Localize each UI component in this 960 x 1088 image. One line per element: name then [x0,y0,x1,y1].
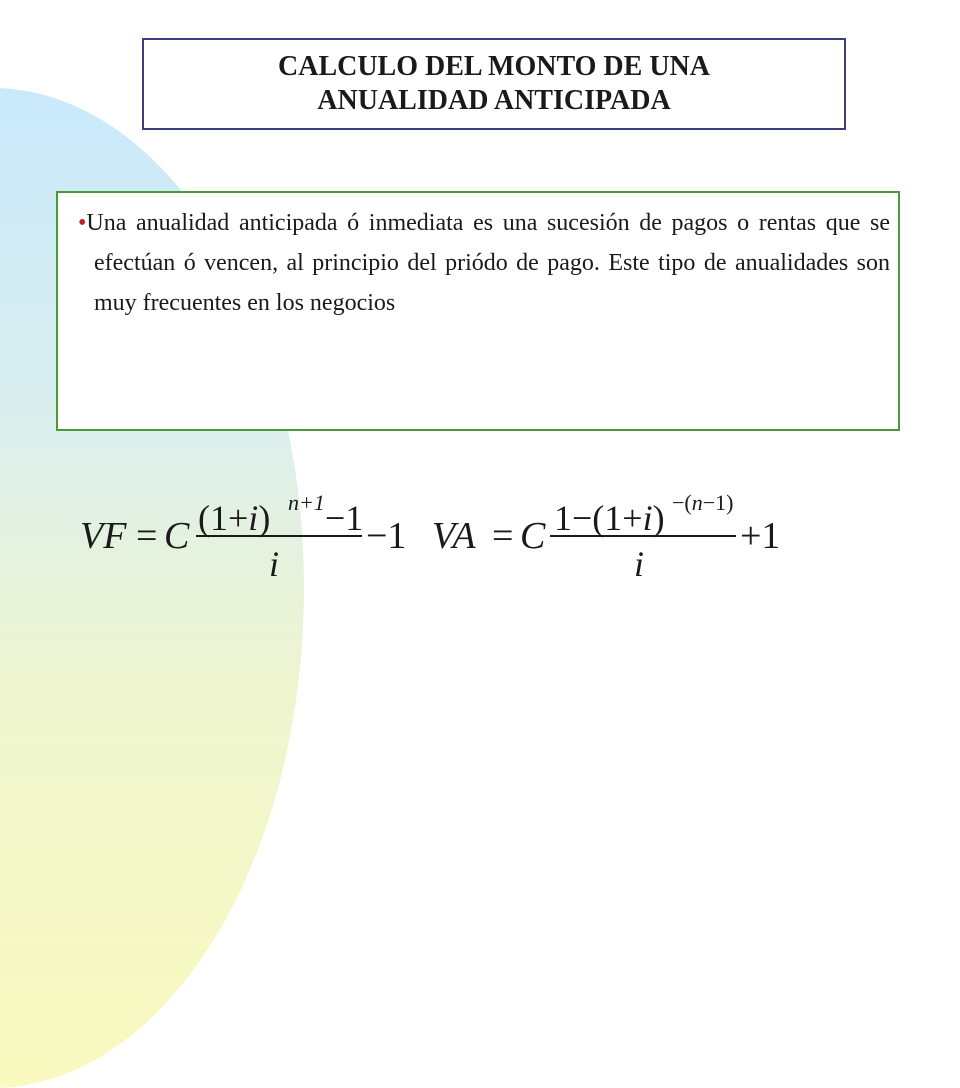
vf-tail: −1 [366,515,407,557]
va-exp-open: −( [672,490,692,515]
title-line-1: CALCULO DEL MONTO DE UNA [278,51,710,82]
vf-num-open-text: (1+ [198,498,249,538]
va-lhs: VA [432,515,476,557]
paragraph-text: Una anualidad anticipada ó inmediata es una sucesión de pagos o rentas que se efectúan ó vencen, al principio del priódo de pago. Este tipo de anualidades son muy frecuentes en los negocios [86,210,890,316]
vf-lhs: VF [80,515,127,557]
formula-graphic [80,480,800,590]
vf-num-var: i [248,498,259,538]
formula-vf [80,490,406,584]
va-tail: +1 [740,515,781,557]
title-line-2: ANUALIDAD ANTICIPADA [317,85,671,116]
va-num [554,498,665,538]
va-exp-var: n [691,490,703,515]
va-num-head: 1−(1+ [554,498,643,538]
vf-num-open [198,498,270,538]
bullet-marker: • [78,210,87,236]
va-num-var: i [642,498,653,538]
va-exp-close: −1) [702,490,734,515]
vf-denominator: i [269,544,280,584]
va-coefficient: C [520,515,546,557]
va-exponent [672,490,733,515]
vf-num-tail: −1 [325,498,364,538]
formulas [80,480,800,590]
vf-equals: = [136,515,158,557]
formula-va [432,490,780,584]
content-box [56,191,900,431]
va-num-close: ) [652,498,665,538]
vf-coefficient: C [164,515,190,557]
va-denominator: i [634,544,645,584]
bullet-paragraph [78,203,890,323]
va-equals: = [492,515,514,557]
title-box [142,38,846,130]
vf-exponent: n+1 [288,490,325,515]
vf-num-close: ) [258,498,271,538]
slide-title [278,50,710,118]
